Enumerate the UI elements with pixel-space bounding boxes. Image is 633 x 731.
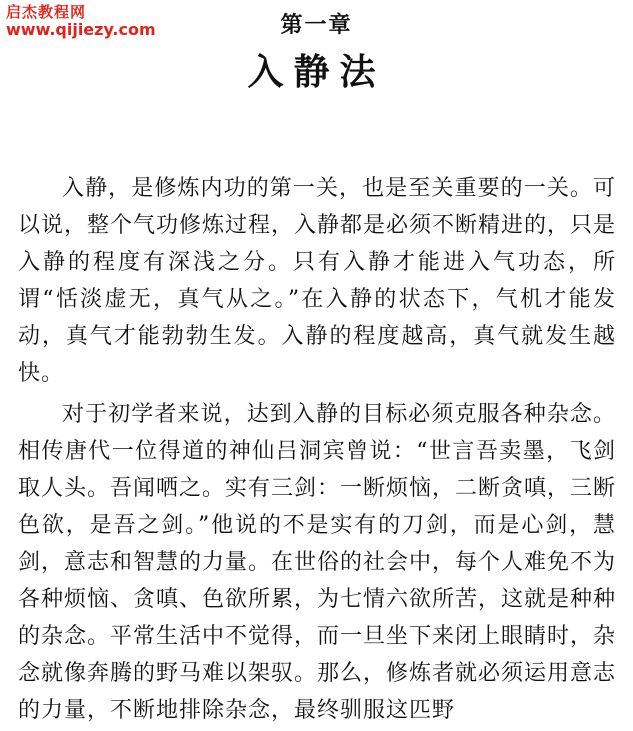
paragraph-1: 入静，是修炼内功的第一关，也是至关重要的一关。可以说，整个气功修炼过程，入静都是必须不断精进的，只是入静的程度有深浅之分。只有入静才能进入气功态，所谓“恬淡虚无，真气从之。”在入静的状态下，气机才能发动，真气才能勃勃生发。入静的程度越高，真气就发生越快。 (18, 176, 617, 386)
chapter-title: 入静法 (247, 52, 386, 93)
chapter-number: 第一章 (280, 12, 353, 38)
body-text (18, 170, 616, 729)
watermark-site-url: www.qijiezy.com (6, 20, 156, 40)
paragraph-2: 对于初学者来说，达到入静的目标必须克服各种杂念。相传唐代一位得道的神仙吕洞宾曾说：“世言吾卖墨，飞剑取人头。吾闻哂之。实有三剑：一断烦恼，二断贪嗔，三断色欲，是吾之剑。”他说的不是实有的刀剑，而是心剑，慧剑，意志和智慧的力量。在世俗的社会中，每个人难免不为各种烦恼、贪嗔、色欲所累，为七情六欲所苦，这就是种种的杂念。平常生活中不觉得，而一旦坐下来闭上眼睛时，杂念就像奔腾的野马难以架驭。那么，修炼者就必须运用意志的力量，不断地排除杂念，最终驯服这匹野 (18, 402, 617, 723)
watermark-site-name: 启杰教程网 (6, 3, 87, 21)
